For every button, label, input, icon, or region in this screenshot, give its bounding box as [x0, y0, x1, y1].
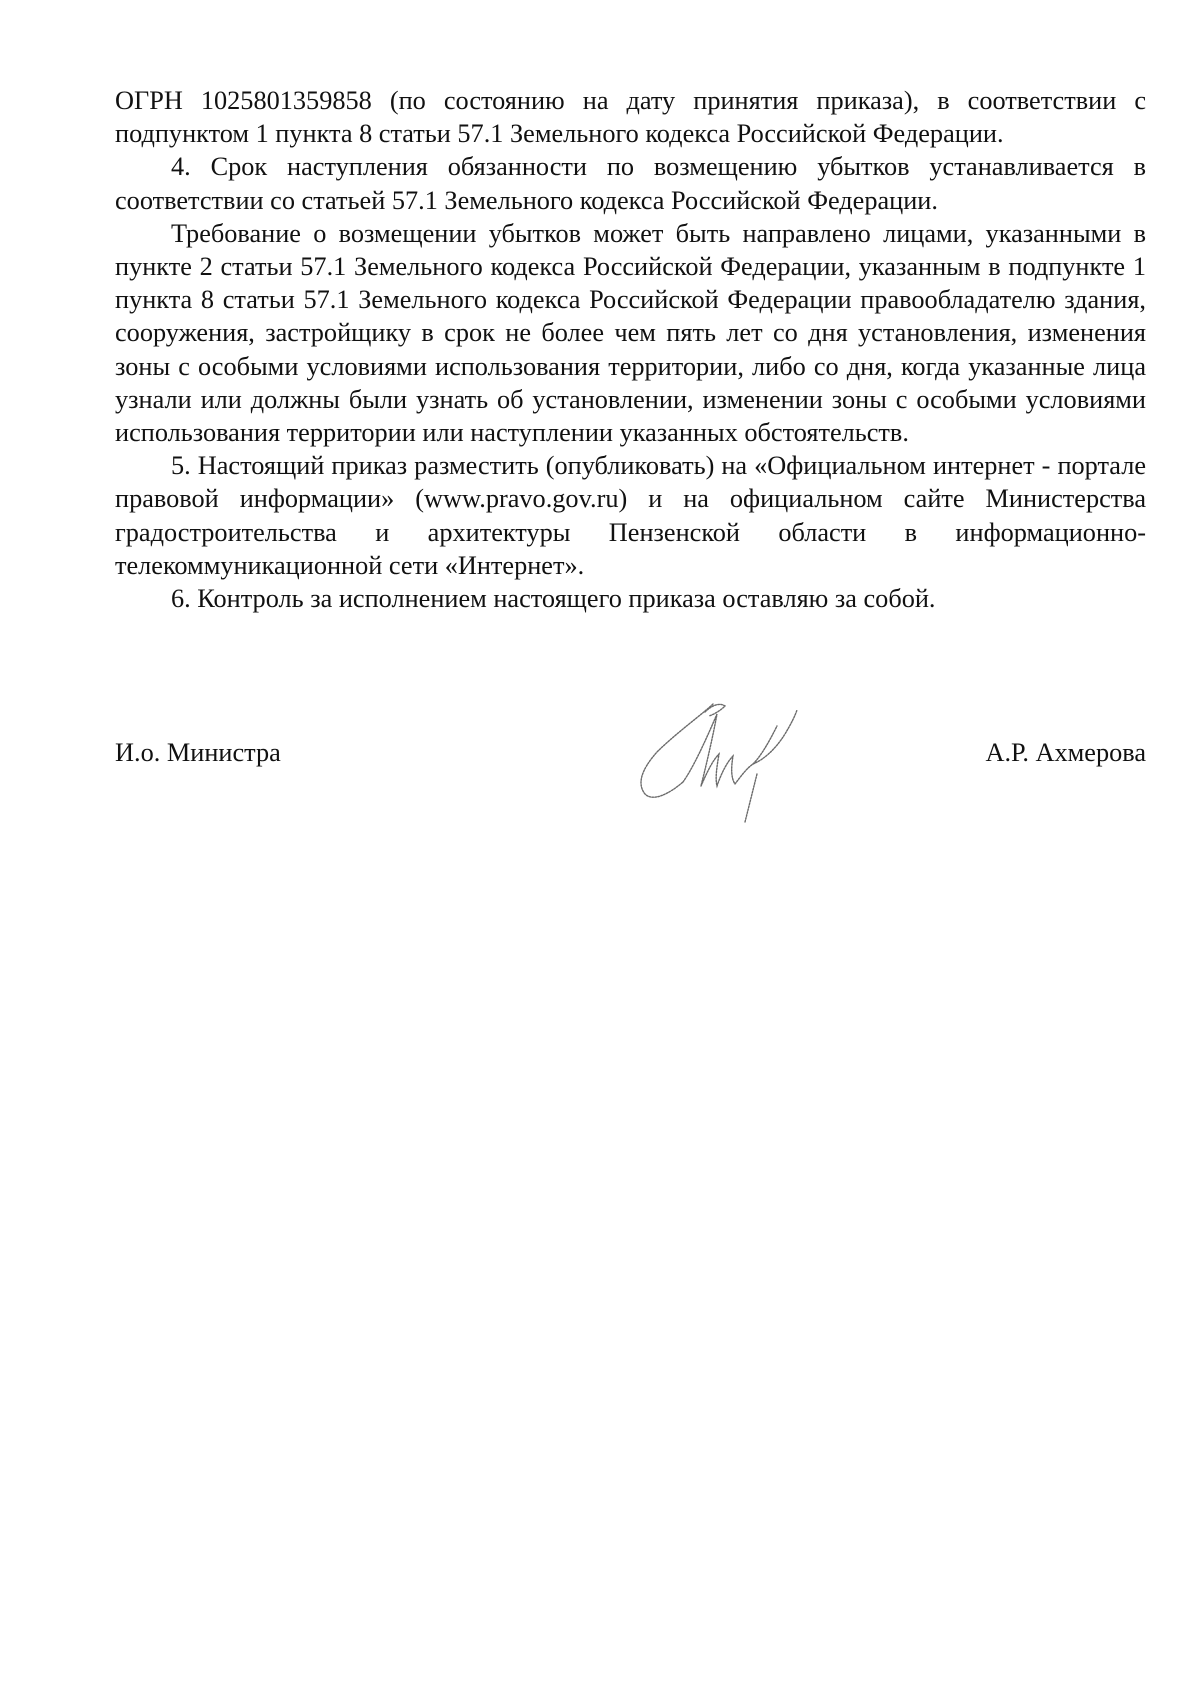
paragraph-ogrn-continuation: ОГРН 1025801359858 (по состоянию на дату принятия приказа), в соответствии с подпунктом 1 пункта 8 статьи 57.1 Земельного кодекса Российской Федерации.	[115, 86, 1146, 149]
paragraph-item-6: 6. Контроль за исполнением настоящего приказа оставляю за собой.	[171, 584, 936, 614]
signatory-position: И.о. Министра	[115, 738, 281, 767]
paragraph-item-5: 5. Настоящий приказ разместить (опубликовать) на «Официальном интернет - портале правовой информации» (www.pravo.gov.ru) и на официальном сайте Министерства градостроительства и архитектуры Пензенской области в информационно-телекоммуникационной сети «Интернет».	[115, 451, 1146, 580]
document-body	[115, 84, 1146, 615]
signatory-name: А.Р. Ахмерова	[985, 738, 1146, 767]
paragraph-damages-claim: Требование о возмещении убытков может быть направлено лицами, указанными в пункте 2 статьи 57.1 Земельного кодекса Российской Федерации, указанным в подпункте 1 пункта 8 статьи 57.1 Земельного кодекса Российской Федерации правообладателю здания, сооружения, застройщику в срок не более чем пять лет со дня установления, изменения зоны с особыми условиями использования территории, либо со дня, когда указанные лица узнали или должны были узнать об установлении, изменении зоны с особыми условиями использования территории или наступлении указанных обстоятельств.	[115, 218, 1146, 448]
paragraph-item-4: 4. Срок наступления обязанности по возмещению убытков устанавливается в соответствии со статьей 57.1 Земельного кодекса Российской Федерации.	[115, 152, 1146, 215]
signature-block	[115, 736, 1146, 776]
handwritten-signature	[635, 690, 835, 830]
